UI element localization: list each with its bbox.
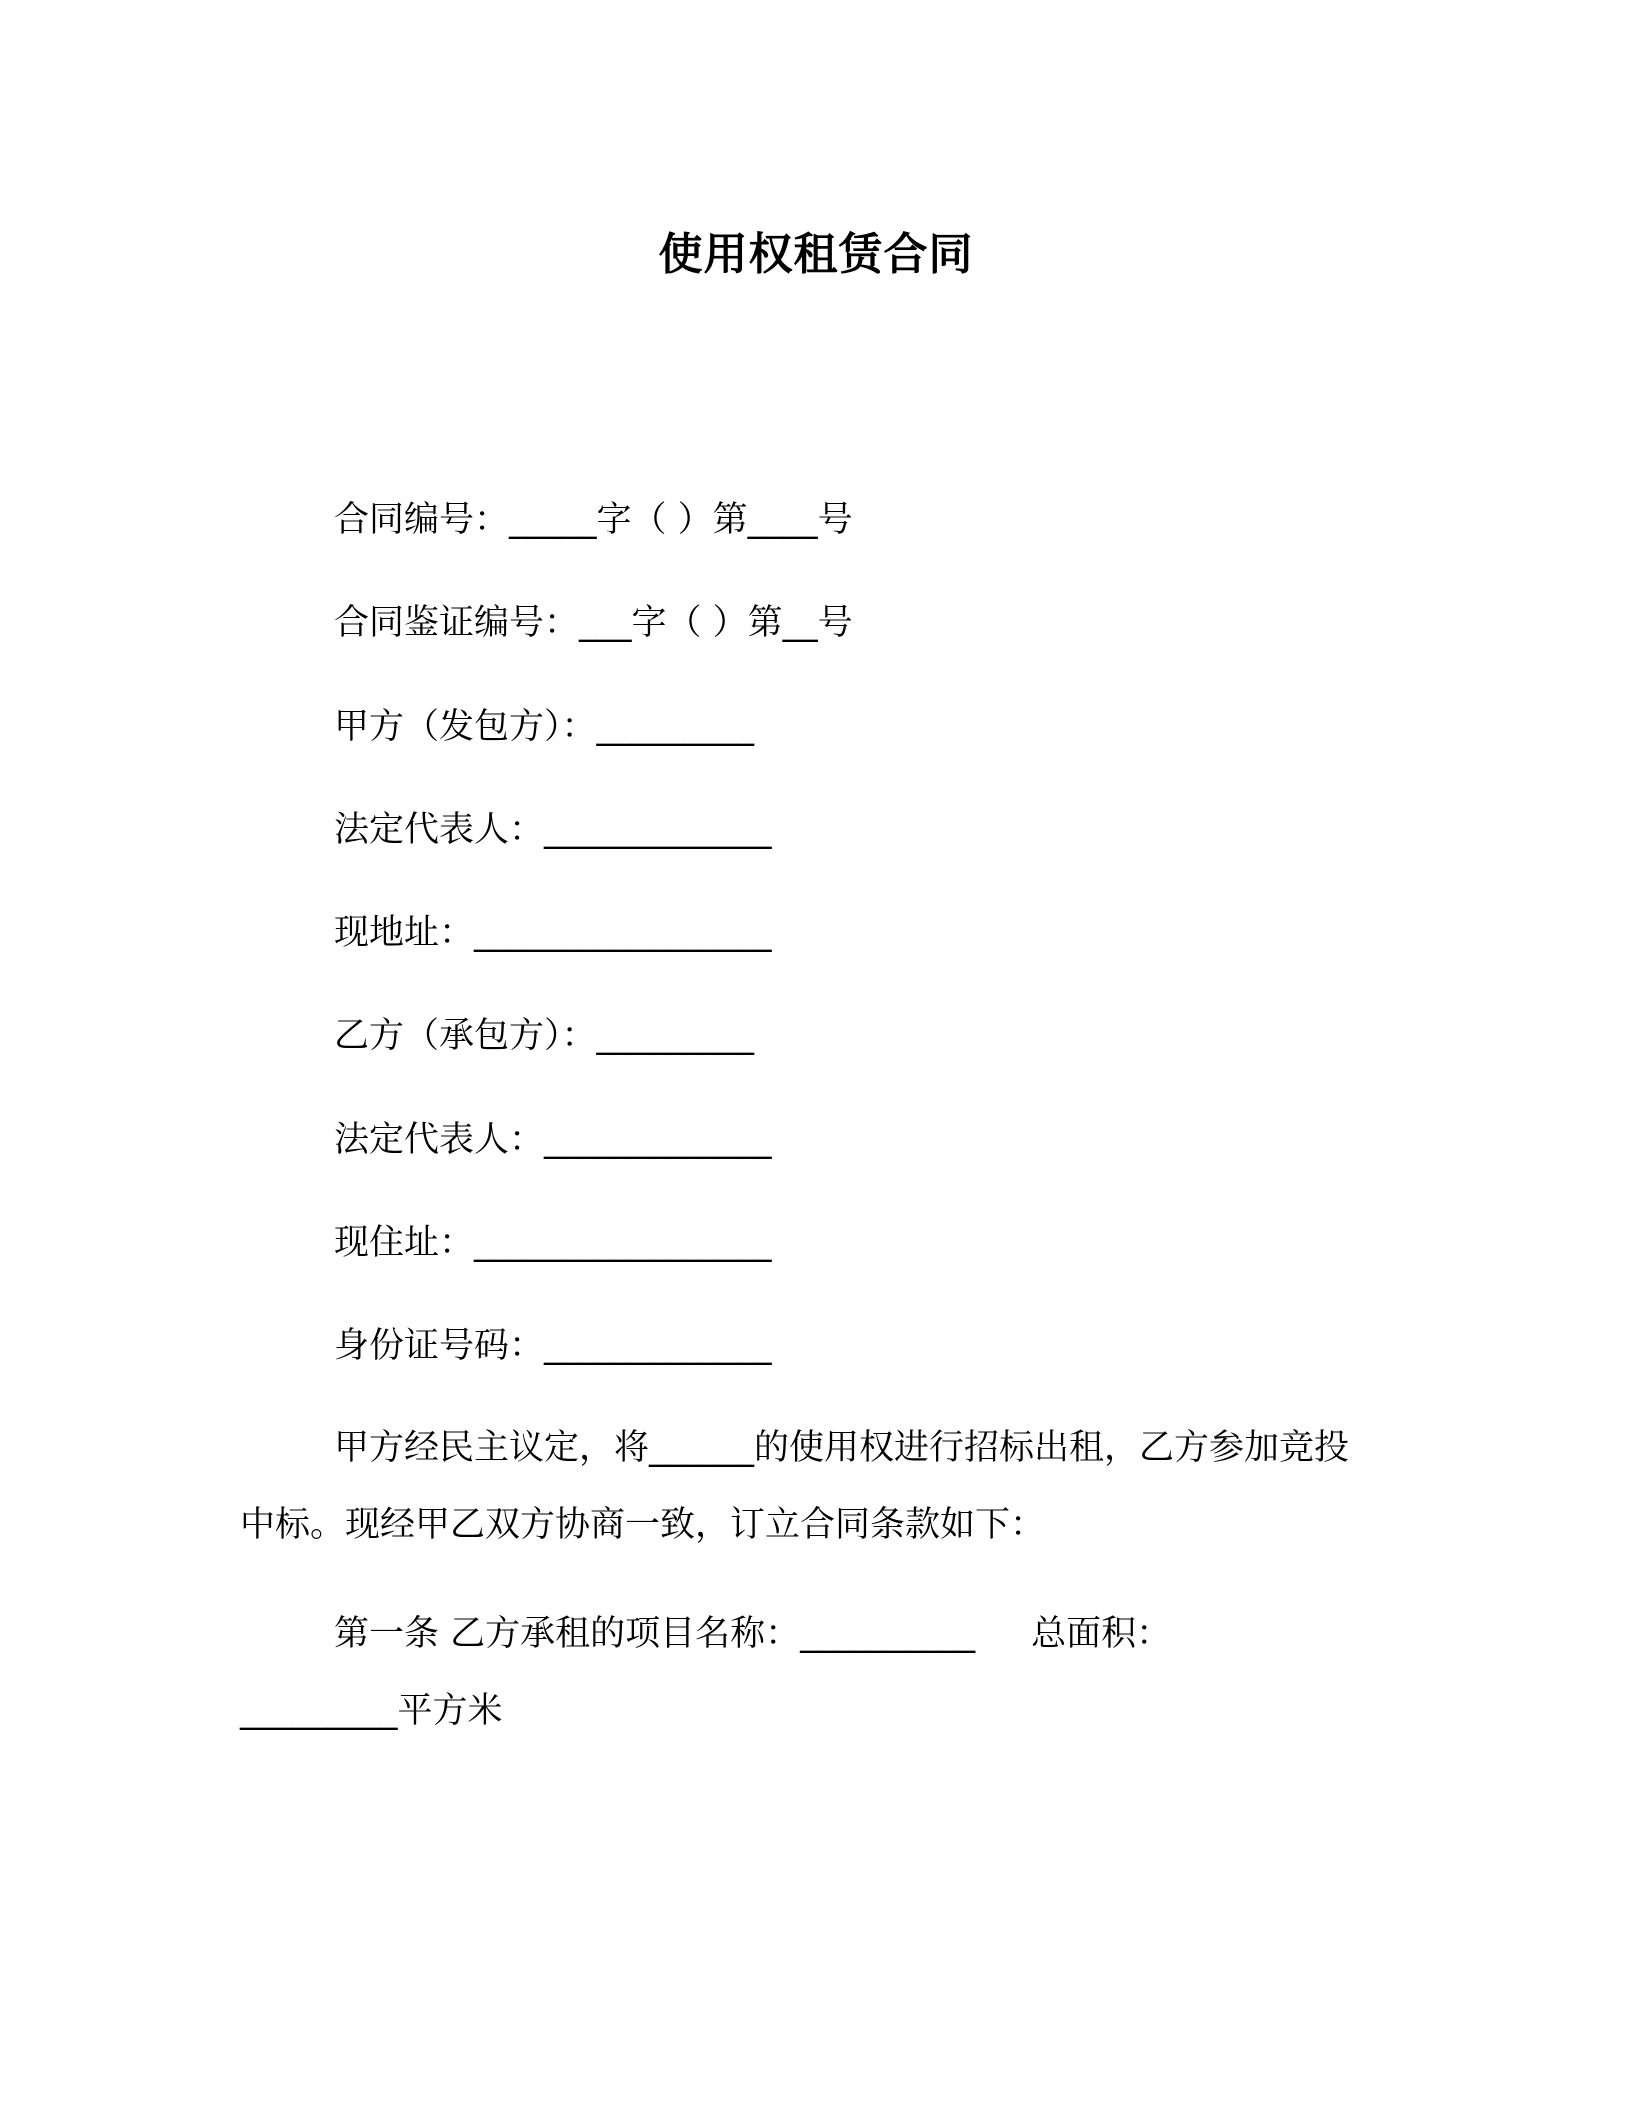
contract-number-field: 合同编号：_____字（ ）第____号 bbox=[334, 500, 853, 540]
party-a-address-field: 现地址：_________________ bbox=[334, 913, 772, 953]
party-b-representative-field: 法定代表人：_____________ bbox=[334, 1120, 772, 1160]
verification-number-field: 合同鉴证编号：___字（ ）第__号 bbox=[334, 603, 853, 643]
party-a-representative-field: 法定代表人：_____________ bbox=[334, 810, 772, 850]
article-1-area-label: 总面积： bbox=[1031, 1614, 1172, 1654]
article-1-area-value: _________平方米 bbox=[240, 1691, 503, 1731]
party-b-address-field: 现住址：_________________ bbox=[334, 1223, 772, 1263]
article-1-text: 第一条 乙方承租的项目名称：__________ bbox=[334, 1614, 976, 1654]
party-a-field: 甲方（发包方）：_________ bbox=[334, 707, 755, 747]
article-1-paragraph bbox=[240, 1596, 1360, 1750]
intro-text: 甲方经民主议定，将______的使用权进行招标出租，乙方参加竞投中标。现经甲乙双方协商一致，订立合同条款如下： bbox=[240, 1428, 1350, 1545]
party-b-field: 乙方（承包方）：_________ bbox=[334, 1016, 755, 1056]
document-title: 使用权租赁合同 bbox=[658, 229, 974, 280]
id-number-field: 身份证号码：_____________ bbox=[334, 1326, 772, 1366]
intro-paragraph bbox=[240, 1410, 1360, 1564]
